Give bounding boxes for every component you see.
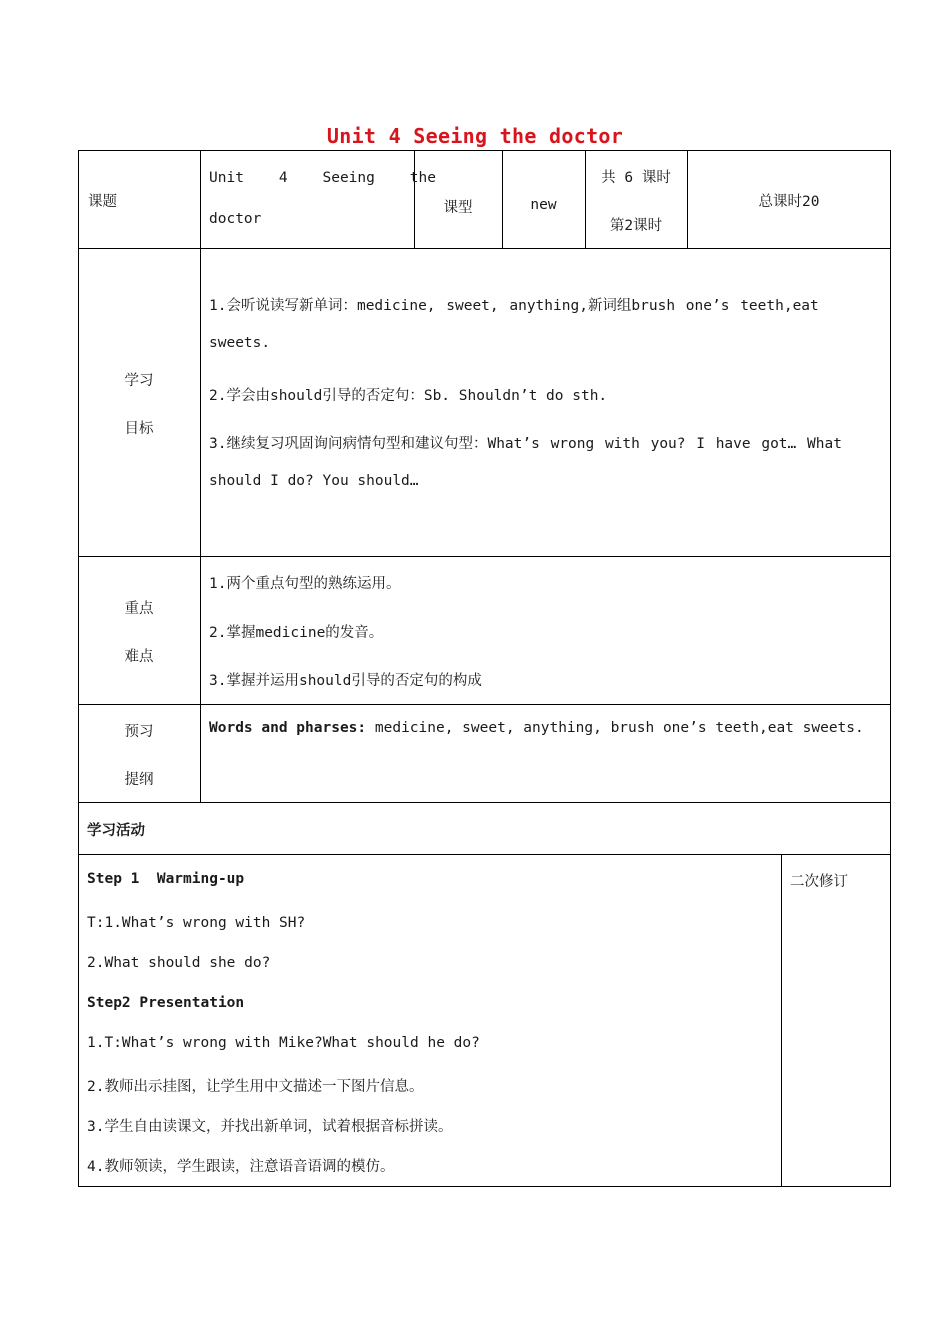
- step-line: 1.T:What’s wrong with Mike?What should he do?: [87, 1035, 480, 1051]
- objective-line: 3.继续复习巩固询问病情句型和建议句型：What’s wrong with you? I have got… What: [209, 436, 842, 452]
- key-point-line: 3.掌握并运用should引导的否定句的构成: [209, 673, 482, 689]
- step-line: T:1.What’s wrong with SH?: [87, 915, 306, 931]
- step2-title: Step2 Presentation: [87, 995, 245, 1011]
- step1-title: Step 1 Warming-up: [87, 871, 245, 887]
- topic-value-line1: Unit 4 Seeing the: [209, 170, 436, 186]
- row-divider: [78, 802, 891, 803]
- total-periods: 总课时20: [758, 194, 820, 210]
- preview-heading: Words and pharses:: [209, 720, 367, 736]
- preview-text: medicine, sweet, anything, brush one’s teeth,eat sweets.: [374, 720, 864, 736]
- step-line: 2.教师出示挂图，让学生用中文描述一下图片信息。: [87, 1079, 424, 1095]
- objective-line: should I do? You should…: [209, 473, 419, 489]
- preview-label-line2: 提纲: [124, 772, 154, 788]
- column-divider: [200, 150, 201, 802]
- objective-line: 2.学会由should引导的否定句：Sb. Shouldn’t do sth.: [209, 388, 608, 404]
- revision-label: 二次修订: [790, 874, 848, 890]
- step-line: 4.教师领读，学生跟读，注意语音语调的模仿。: [87, 1159, 395, 1175]
- topic-label: 课题: [88, 194, 117, 210]
- activities-header: 学习活动: [87, 823, 145, 839]
- document-title: Unit 4 Seeing the doctor: [326, 124, 624, 148]
- step-line: 2.What should she do?: [87, 955, 271, 971]
- type-value: new: [530, 197, 557, 213]
- key-points-label-line1: 重点: [124, 601, 154, 617]
- objectives-label-line2: 目标: [124, 421, 154, 437]
- key-points-label-line2: 难点: [124, 649, 154, 665]
- type-label: 课型: [443, 200, 473, 216]
- objective-line: sweets.: [209, 335, 271, 351]
- periods-total: 共 6 课时: [601, 170, 671, 186]
- key-point-line: 1.两个重点句型的熟练运用。: [209, 576, 401, 592]
- preview-label-line1: 预习: [124, 724, 154, 740]
- step-line: 3.学生自由读课文，并找出新单词，试着根据音标拼读。: [87, 1119, 453, 1135]
- period-current: 第2课时: [609, 218, 663, 234]
- preview-content: [209, 720, 864, 736]
- column-divider: [781, 854, 782, 1187]
- objective-line: 1.会听说读写新单词：medicine, sweet, anything,新词组brush one’s teeth,eat: [209, 298, 819, 314]
- key-point-line: 2.掌握medicine的发音。: [209, 625, 384, 641]
- objectives-label-line1: 学习: [124, 373, 154, 389]
- topic-value-line2: doctor: [209, 211, 262, 227]
- row-divider: [78, 854, 891, 855]
